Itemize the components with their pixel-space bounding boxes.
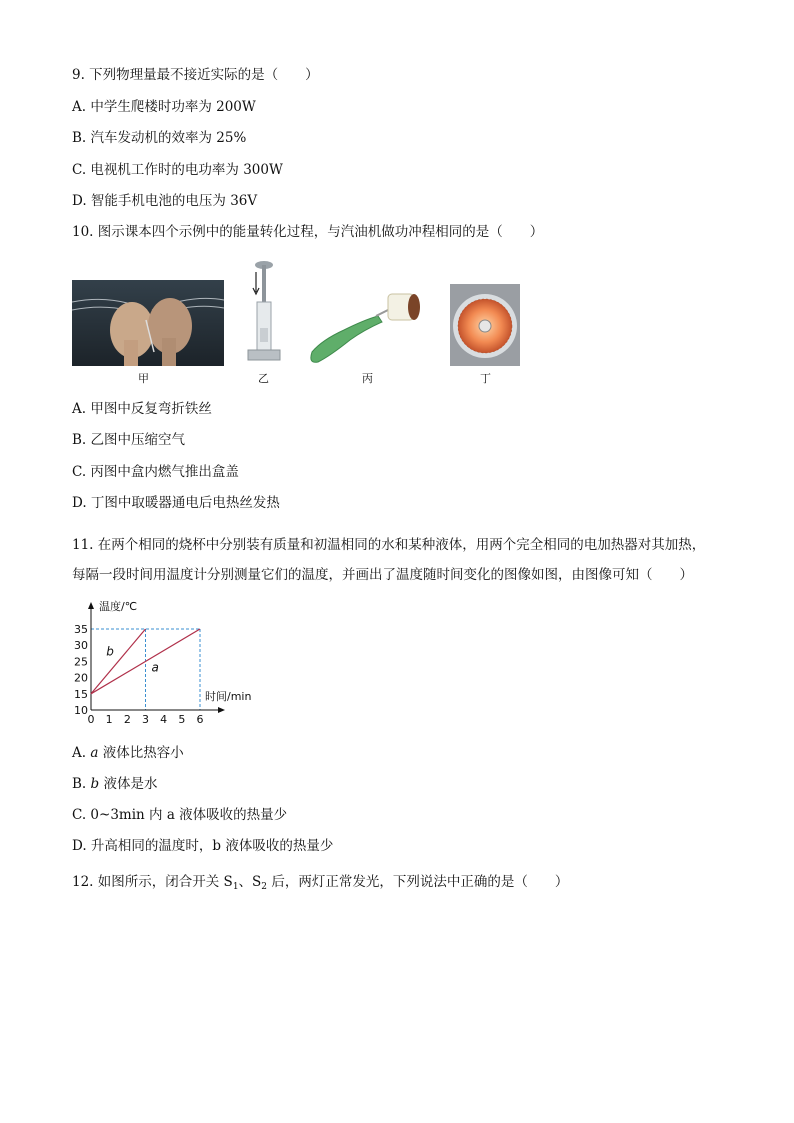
- y-tick-label: 10: [74, 704, 88, 717]
- question-10-option-a: A. 甲图中反复弯折铁丝: [72, 401, 212, 417]
- question-10-stem: 10. 图示课本四个示例中的能量转化过程，与汽油机做功冲程相同的是（ ）: [72, 224, 544, 240]
- figure-caption-bing: 丙: [362, 372, 373, 385]
- igniter-box-device: [304, 286, 424, 366]
- option-a-variable: a: [90, 745, 99, 761]
- option-a-text: 液体比热容小: [98, 745, 184, 761]
- question-12-stem: [72, 873, 568, 896]
- question-11-stem-line-2: 每隔一段时间用温度计分别测量它们的温度，并画出了温度随时间变化的图像如图，由图像可知（ ）: [72, 567, 693, 583]
- temperature-time-chart: [68, 598, 268, 733]
- q12-sub-2: 2: [261, 882, 268, 892]
- question-11-option-c: C. 0~3min 内 a 液体吸收的热量少: [72, 807, 288, 823]
- question-10-option-b: B. 乙图中压缩空气: [72, 432, 186, 448]
- y-tick-label: 15: [74, 687, 88, 701]
- question-9-option-d: D. 智能手机电池的电压为 36V: [72, 193, 258, 209]
- series-label-a: a: [151, 660, 159, 675]
- question-10-option-d: D. 丁图中取暖器通电后电热丝发热: [72, 495, 280, 511]
- x-axis-arrow: [218, 707, 225, 713]
- x-tick-label: 6: [196, 713, 204, 726]
- figure-caption-jia: 甲: [138, 372, 149, 385]
- question-10-figures: [72, 258, 532, 388]
- figure-caption-ding: 丁: [480, 372, 491, 385]
- x-tick-label: 3: [142, 713, 149, 726]
- figure-caption-yi: 乙: [258, 372, 269, 385]
- air-compression-cylinder: [244, 258, 284, 366]
- question-10-option-c: C. 丙图中盒内燃气推出盒盖: [72, 464, 239, 480]
- y-tick-label: 20: [74, 671, 88, 685]
- series-label-b: b: [106, 644, 114, 659]
- chart-guides: [91, 629, 200, 710]
- q12-stem-mid: 、S: [238, 874, 262, 890]
- series-line-b: [91, 629, 146, 694]
- bending-wire-photo: [72, 280, 224, 366]
- y-tick-label: 35: [74, 623, 88, 636]
- question-9-option-b: B. 汽车发动机的效率为 25%: [72, 130, 247, 146]
- q12-stem-end: 后，两灯正常发光，下列说法中正确的是（ ）: [267, 874, 569, 890]
- question-11-option-d: D. 升高相同的温度时，b 液体吸收的热量少: [72, 838, 334, 854]
- x-tick-label: 2: [123, 713, 131, 726]
- x-tick-label: 0: [87, 713, 95, 726]
- q12-sub-1: 1: [232, 882, 239, 892]
- question-9-option-a: A. 中学生爬楼时功率为 200W: [72, 99, 256, 115]
- x-tick-label: 1: [105, 713, 113, 726]
- question-11-option-a: [72, 744, 184, 762]
- option-b-variable: b: [90, 776, 100, 792]
- y-tick-label: 25: [74, 655, 88, 669]
- question-9-option-c: C. 电视机工作时的电功率为 300W: [72, 162, 283, 178]
- question-9-stem: 9. 下列物理量最不接近实际的是（ ）: [72, 67, 319, 83]
- x-tick-label: 5: [178, 713, 186, 726]
- question-11-stem-line-1: 11. 在两个相同的烧杯中分别装有质量和初温相同的水和某种液体，用两个完全相同的电加热器对其加热，: [72, 537, 706, 553]
- chart-y-axis-label: 温度/℃: [99, 600, 138, 613]
- question-11-option-b: [72, 775, 157, 793]
- q12-stem-start: 12. 如图所示，闭合开关 S: [72, 874, 233, 890]
- x-tick-label: 4: [160, 713, 168, 726]
- option-a-prefix: A.: [72, 745, 91, 761]
- y-tick-label: 30: [74, 639, 88, 653]
- electric-heater-photo: [450, 284, 520, 366]
- option-b-text: 液体是水: [99, 776, 158, 792]
- y-axis-arrow: [88, 602, 94, 609]
- chart-x-axis-label: 时间/min: [205, 690, 252, 703]
- option-b-prefix: B.: [72, 776, 91, 792]
